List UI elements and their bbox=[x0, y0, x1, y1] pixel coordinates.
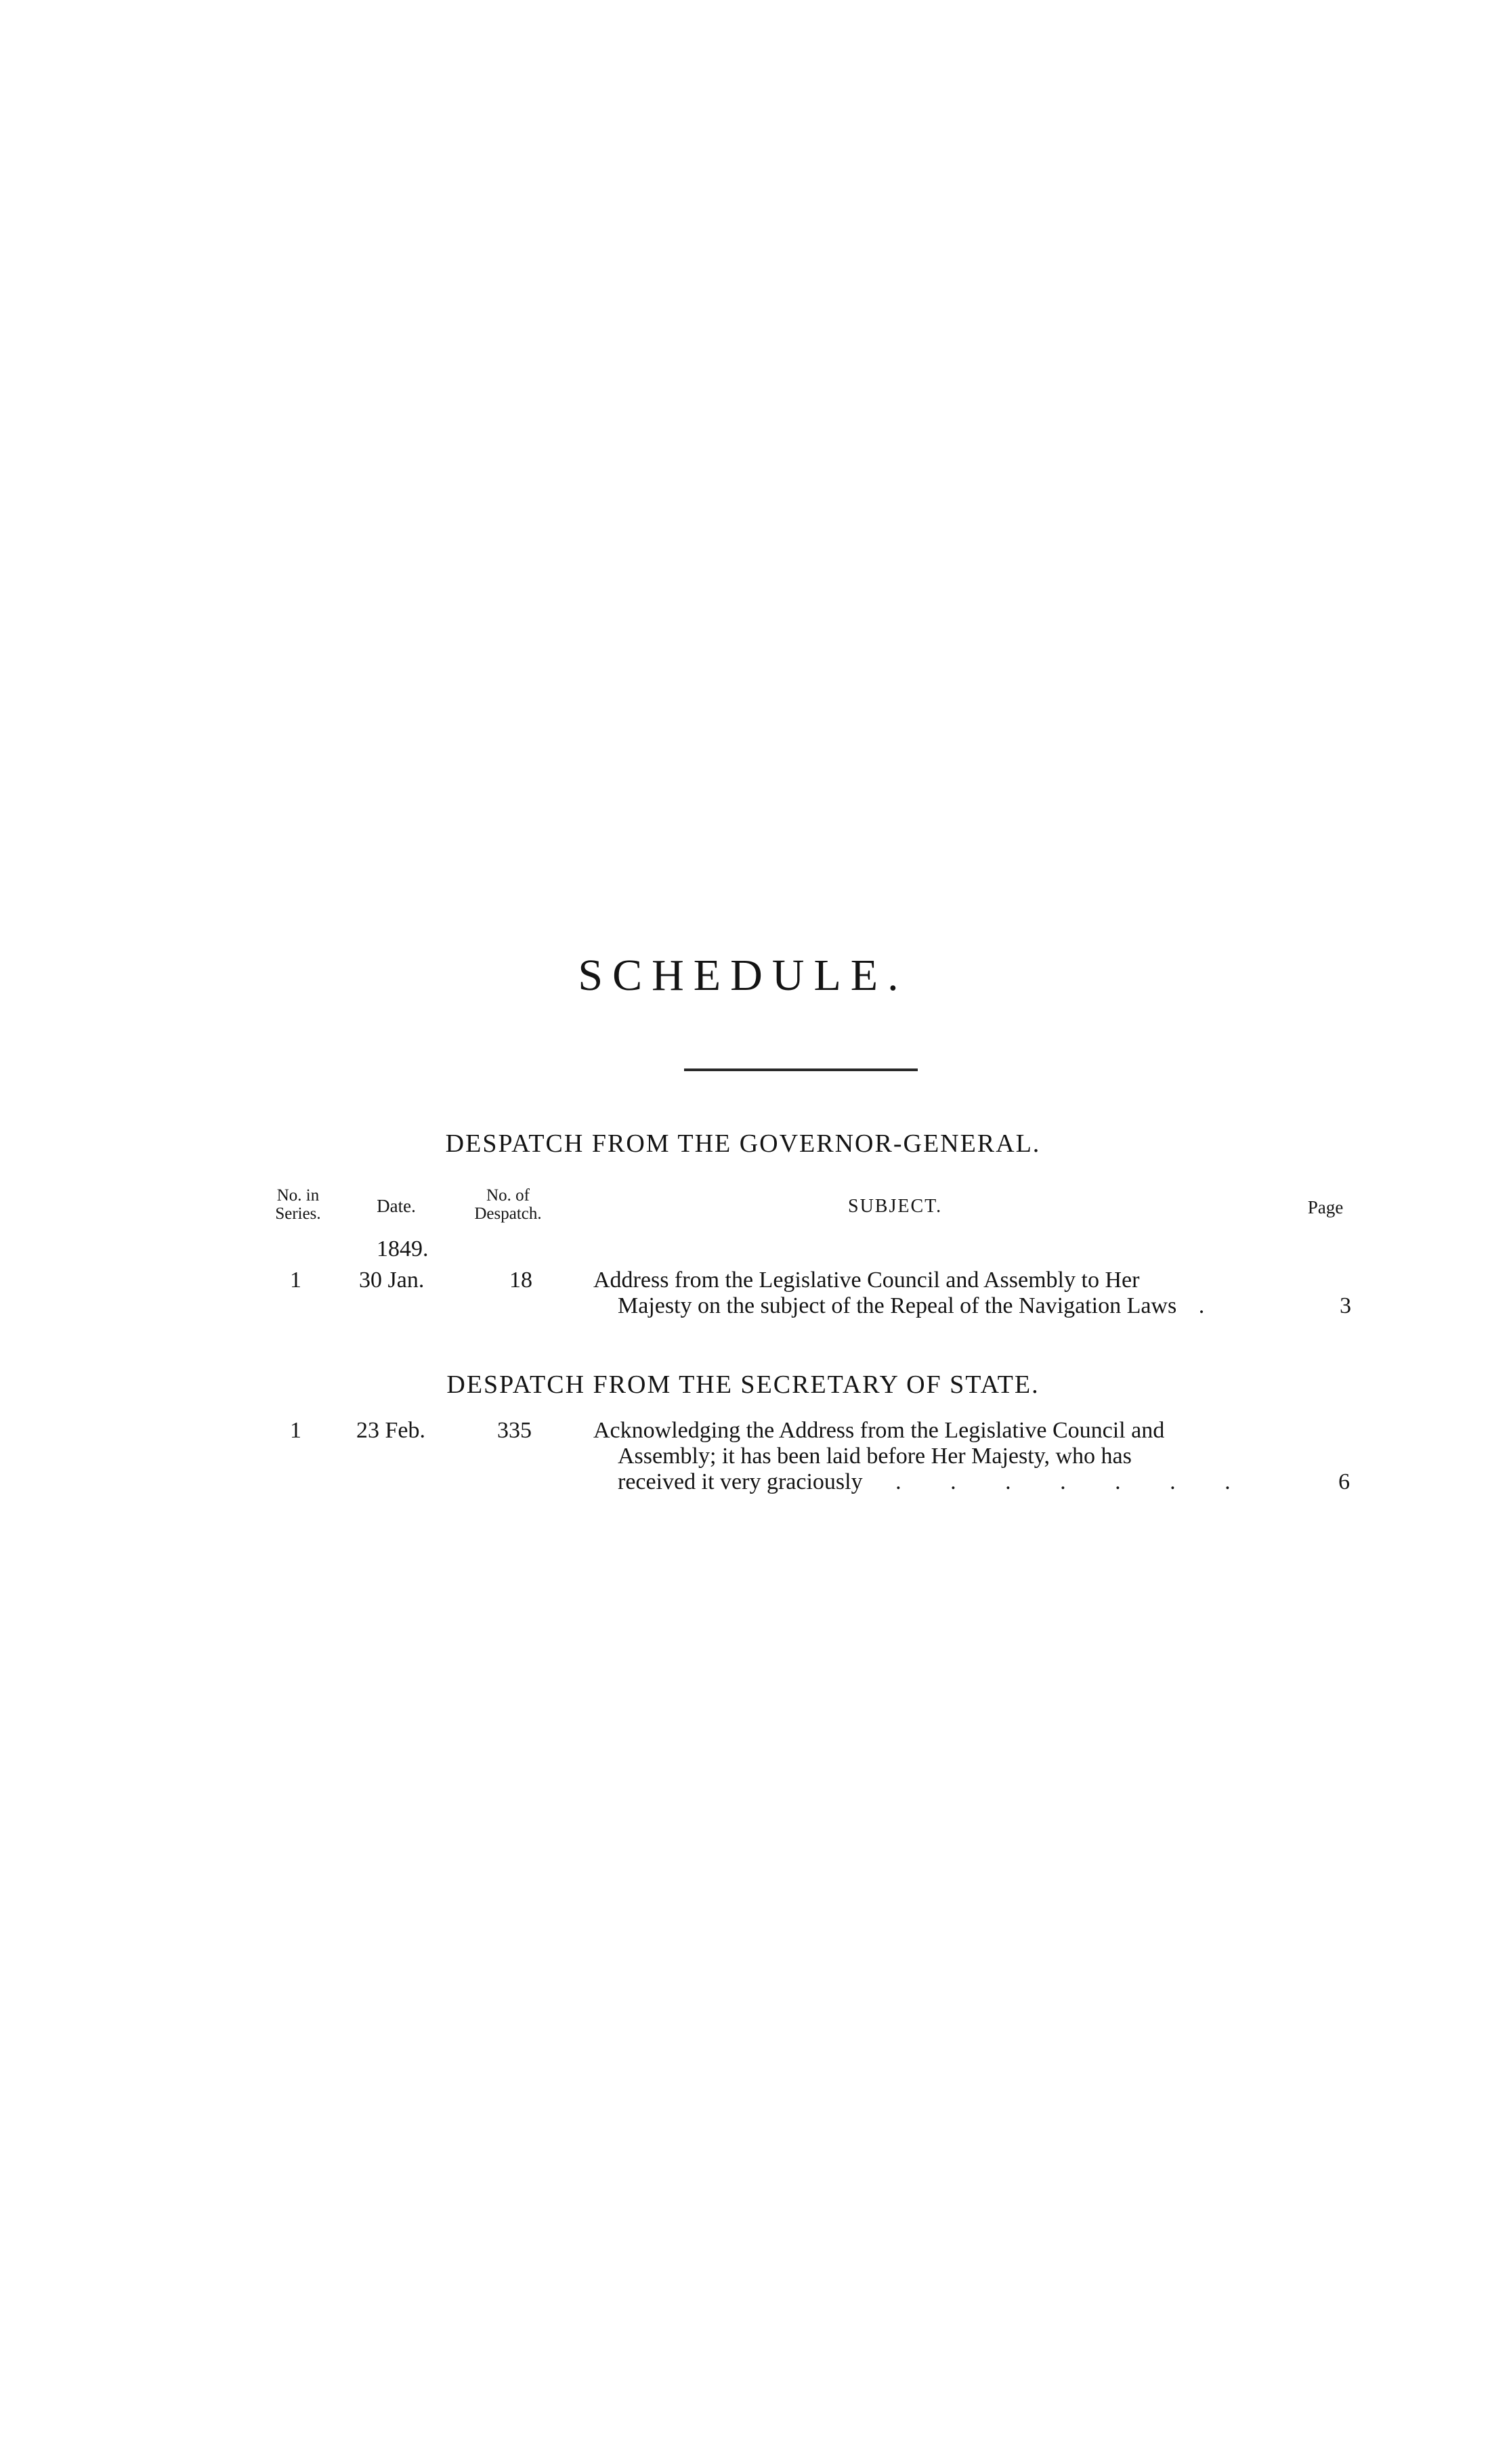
section-heading-governor-general: DESPATCH FROM THE GOVERNOR-GENERAL. bbox=[445, 1129, 1041, 1158]
entry-no-of-despatch: 335 bbox=[497, 1418, 532, 1443]
entry-page: 3 bbox=[1340, 1293, 1351, 1318]
entry-date: 23 Feb. bbox=[356, 1418, 425, 1443]
entry-year: 1849. bbox=[377, 1236, 429, 1261]
column-header-no-in-series: No. in Series. bbox=[275, 1186, 321, 1223]
entry-date: 30 Jan. bbox=[359, 1268, 425, 1293]
entry-subject: Acknowledging the Address from the Legislative Council and Assembly; it has been laid before Her Majesty, who has received it very graciously . . . . . . . bbox=[593, 1418, 1252, 1494]
entry-no-of-despatch: 18 bbox=[509, 1268, 532, 1293]
entry-subject: Address from the Legislative Council and Assembly to Her Majesty on the subject of the Repeal of the Navigation Laws . bbox=[593, 1268, 1205, 1318]
entry-page: 6 bbox=[1338, 1469, 1350, 1494]
column-header-no-of-despatch: No. of Despatch. bbox=[474, 1186, 542, 1223]
entry-no-in-series: 1 bbox=[290, 1268, 301, 1293]
column-header-page: Page bbox=[1307, 1197, 1344, 1217]
column-header-date: Date. bbox=[377, 1196, 416, 1216]
section-heading-secretary-of-state: DESPATCH FROM THE SECRETARY OF STATE. bbox=[446, 1370, 1040, 1399]
page-title: SCHEDULE. bbox=[578, 951, 908, 1000]
title-rule bbox=[684, 1068, 918, 1071]
column-header-subject: SUBJECT. bbox=[848, 1196, 943, 1217]
entry-no-in-series: 1 bbox=[290, 1418, 301, 1443]
dot-leader: . . . . . . . bbox=[895, 1469, 1252, 1494]
